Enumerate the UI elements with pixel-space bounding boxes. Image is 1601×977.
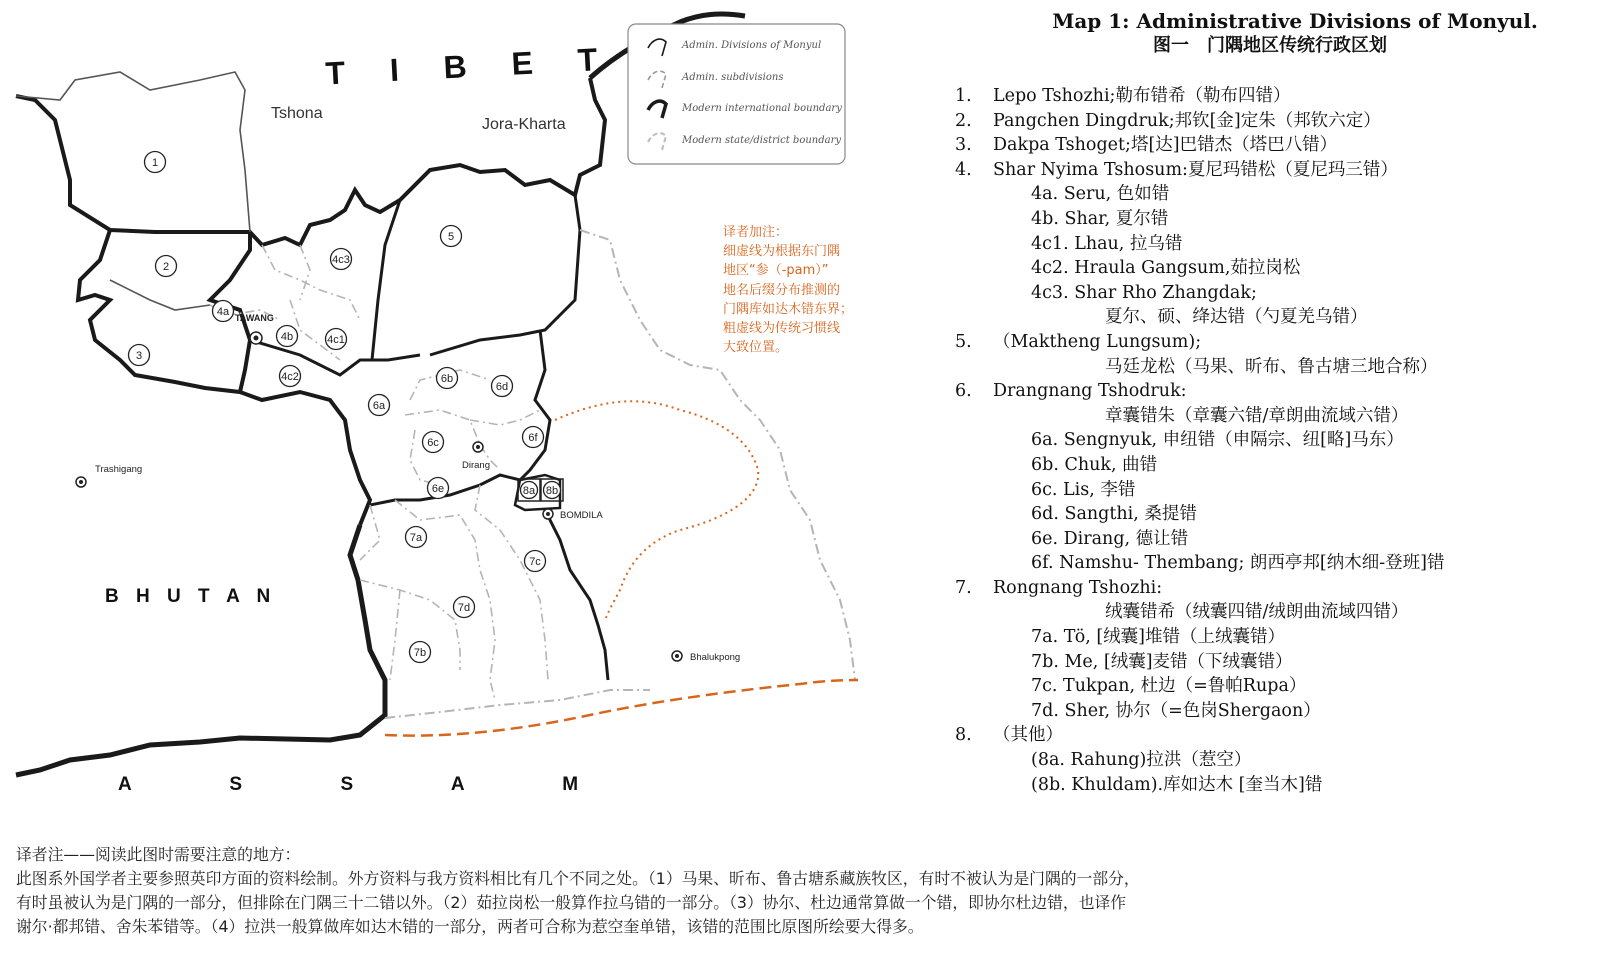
- division-text: 绒囊错希（绒囊四错/绒朗曲流域四错）: [1105, 602, 1409, 623]
- division-marker-8a: [518, 479, 540, 501]
- bhutan-south-boundary: [16, 525, 385, 775]
- division-list-item: [955, 625, 1595, 650]
- division-text: 4b. Shar, 夏尔错: [1031, 208, 1169, 229]
- division-text: 4c1. Lhau, 拉乌错: [1031, 233, 1183, 254]
- division-list-item: [955, 404, 1595, 429]
- map-subtitle: 图一 门隅地区传统行政区划: [1153, 35, 1387, 56]
- division-text: 6d. Sangthi, 桑提错: [1031, 504, 1197, 525]
- division-text: 章囊错朱（章囊六错/章朗曲流域六错）: [1105, 405, 1409, 426]
- admin-boundary-4: [250, 340, 372, 375]
- division-text: Drangnang Tshodruk:: [993, 381, 1187, 402]
- division-list-item: [955, 674, 1595, 699]
- subdivision-dashes-7: [360, 485, 548, 700]
- division-marker-label: 8a: [522, 485, 536, 497]
- division-marker-label: 4b: [280, 331, 294, 343]
- division-marker-label: 6f: [528, 432, 538, 444]
- admin-boundary-3-6: [240, 392, 370, 525]
- division-number: 1.: [955, 86, 972, 106]
- division-marker-6b: [437, 368, 458, 389]
- map-translator-note-line: 细虚线为根据东门隅: [723, 244, 841, 260]
- division-list-item: [955, 478, 1595, 503]
- division-marker-7d: [454, 597, 475, 618]
- division-list-item: [955, 256, 1595, 281]
- svg-text:Bhalukpong: Bhalukpong: [690, 652, 741, 663]
- division-marker-6a: [369, 395, 390, 416]
- division-text: 7b. Me, [绒囊]麦错（下绒囊错）: [1031, 651, 1293, 672]
- division-marker-4c3: [331, 249, 352, 270]
- division-list-item: [955, 748, 1595, 773]
- division-marker-4c2: [280, 366, 301, 387]
- translator-footnote: [16, 843, 1591, 939]
- division-list-item: [955, 207, 1595, 232]
- division-list-item: [955, 281, 1595, 306]
- division-text: 4a. Seru, 色如错: [1031, 184, 1170, 205]
- division-text: 6c. Lis, 李错: [1031, 479, 1136, 500]
- legend-label-international-boundary: Modern international boundary: [682, 103, 842, 114]
- division-marker-6e: [428, 478, 449, 499]
- division-list-item: [955, 723, 1595, 748]
- division-marker-7b: [410, 642, 431, 663]
- division-list-item: [955, 379, 1595, 404]
- legend-label-admin-divisions: Admin. Divisions of Monyul: [682, 40, 822, 51]
- legend-label-admin-subdivisions: Admin. subdivisions: [682, 72, 784, 83]
- division-marker-1: [145, 152, 166, 173]
- division-list-item: [955, 84, 1595, 109]
- division-marker-label: 6d: [495, 381, 509, 393]
- map-translator-note-line: 译者加注：: [723, 225, 789, 240]
- division-marker-label: 4c2: [281, 371, 299, 383]
- division-marker-4b: [277, 326, 298, 347]
- division-number: 2.: [955, 110, 972, 131]
- division-text: 6e. Dirang, 德让错: [1031, 528, 1189, 549]
- division-number: 6.: [955, 381, 972, 402]
- division-marker-7c: [525, 551, 546, 572]
- division-text: Rongnang Tshozhi:: [993, 577, 1163, 598]
- place-trashigang: [76, 464, 142, 487]
- division-text: 6a. Sengnyuk, 申纽错（申隔宗、纽[略]马东）: [1031, 430, 1404, 451]
- label-tibet: T I B E T: [324, 40, 617, 92]
- map-translator-note-line: 粗虚线为传统习惯线: [723, 321, 841, 337]
- customary-line-dashed: [385, 680, 858, 736]
- subdivision-1-2: [110, 280, 210, 310]
- division-list: [955, 84, 1595, 797]
- division-number: 4.: [955, 159, 972, 180]
- map-legend: [628, 24, 845, 164]
- division-marker-3: [129, 345, 150, 366]
- footnote-line: 译者注——阅读此图时需要注意的地方：: [16, 845, 301, 864]
- division-text: 7d. Sher, 协尔（=色岗Shergaon）: [1031, 700, 1321, 721]
- admin-boundary-7-east: [545, 510, 608, 680]
- division-marker-label: 4c3: [332, 254, 350, 266]
- svg-text:Dirang: Dirang: [462, 460, 490, 471]
- district-boundary-south: [385, 690, 650, 718]
- admin-division-boundary-north: [16, 72, 250, 232]
- division-text: 4c3. Shar Rho Zhangdak;: [1031, 282, 1257, 303]
- legend-label-state-district-boundary: Modern state/district boundary: [682, 135, 842, 146]
- division-list-item: [955, 453, 1595, 478]
- division-marker-4c1: [326, 329, 347, 350]
- legend-panel: [955, 8, 1595, 797]
- division-number: 8.: [955, 725, 972, 746]
- map-translator-note-line: 门隅库如达木错东界；: [723, 301, 854, 317]
- map-translator-note-line: 地名后缀分布推测的: [723, 282, 841, 298]
- division-marker-label: 7d: [457, 602, 471, 614]
- map-title: Map 1: Administrative Divisions of Monyul.: [1052, 9, 1538, 33]
- division-marker-6d: [492, 376, 513, 397]
- place-tawang: [235, 313, 274, 344]
- division-text: (8a. Rahung)拉洪（惹空）: [1031, 750, 1252, 771]
- division-list-item: [955, 109, 1595, 134]
- division-marker-label: 3: [135, 350, 143, 362]
- division-text: 6f. Namshu- Thembang; 朗西亭邦[纳木细-登班]错: [1031, 553, 1445, 574]
- footnote-line: 此图系外国学者主要参照英印方面的资料绘制。外方资料与我方资料相比有几个不同之处。（1）马果、昕布、鲁古塘系藏族牧区，有时不被认为是门隅的一部分，: [16, 869, 1140, 888]
- place-bhalukpong: [672, 651, 740, 663]
- division-marker-7a: [406, 527, 427, 548]
- admin-division-boundary-5b: [430, 195, 580, 355]
- label-assam: A S S A M: [118, 774, 591, 795]
- division-list-item: [955, 502, 1595, 527]
- svg-text:TAWANG: TAWANG: [235, 313, 274, 323]
- division-text: 7a. Tö, [绒囊]堆错（上绒囊错）: [1031, 627, 1286, 648]
- division-marker-2: [156, 256, 177, 277]
- division-marker-6f: [523, 427, 544, 448]
- division-text: (8b. Khuldam).库如达木 [奎当木]错: [1031, 774, 1323, 795]
- division-list-item: [955, 527, 1595, 552]
- division-marker-label: 6e: [431, 483, 445, 495]
- division-marker-label: 4c1: [327, 334, 345, 346]
- label-jora-kharta: Jora-Kharta: [482, 116, 566, 133]
- division-marker-label: 7b: [413, 647, 427, 659]
- division-list-item: [955, 699, 1595, 724]
- division-list-item: [955, 600, 1595, 625]
- division-marker-4a: [213, 301, 234, 322]
- label-bhutan: B H U T A N: [105, 586, 277, 607]
- place-dirang: [462, 442, 490, 471]
- label-tshona: Tshona: [271, 105, 323, 122]
- division-text: （Maktheng Lungsum);: [993, 331, 1202, 352]
- admin-division-boundary-5: [372, 200, 420, 360]
- division-marker-label: 7a: [409, 532, 423, 544]
- division-list-item: [955, 305, 1595, 330]
- division-marker-label: 7c: [529, 556, 541, 568]
- division-list-item: [955, 576, 1595, 601]
- division-text: Dakpa Tshoget;塔[达]巴错杰（塔巴八错）: [993, 135, 1338, 156]
- footnote-line: 谢尔·都邦错、舍朱苯错等。（4）拉洪一般算做库如达木错的一部分，两者可合称为惹空奎单错，该错的范围比原图所绘要大得多。: [16, 917, 924, 936]
- division-text: 6b. Chuk, 曲错: [1031, 454, 1158, 475]
- division-text: Shar Nyima Tshosum:夏尼玛错松（夏尼玛三错）: [993, 159, 1398, 180]
- division-number: 7.: [955, 577, 972, 598]
- division-marker-label: 4a: [216, 306, 230, 318]
- division-list-item: [955, 773, 1595, 798]
- division-marker-label: 5: [447, 231, 455, 243]
- footnote-line: 有时虽被认为是门隅的一部分，但排除在门隅三十二错以外。（2）茹拉岗松一般算作拉乌错的一部分。（3）协尔、杜边通常算做一个错，即协尔杜边错，也译作: [16, 893, 1127, 912]
- division-marker-label: 6a: [372, 400, 386, 412]
- division-list-item: [955, 428, 1595, 453]
- division-list-item: [955, 158, 1595, 183]
- division-list-item: [955, 551, 1595, 576]
- place-bomdila: [543, 509, 603, 521]
- division-text: Lepo Tshozhi;勒布错希（勒布四错）: [993, 86, 1291, 106]
- division-marker-5: [441, 226, 462, 247]
- svg-text:BOMDILA: BOMDILA: [560, 510, 603, 521]
- division-marker-6c: [423, 432, 444, 453]
- map-translator-note-line: 大致位置。: [723, 340, 789, 356]
- division-text: 马廷龙松（马果、昕布、鲁古塘三地合称）: [1105, 356, 1438, 377]
- division-list-item: [955, 355, 1595, 380]
- division-text: （其他）: [993, 725, 1063, 746]
- division-list-item: [955, 232, 1595, 257]
- map-translator-note: [723, 223, 893, 357]
- division-marker-label: 1: [151, 157, 159, 169]
- svg-text:Trashigang: Trashigang: [95, 464, 143, 475]
- division-number: 3.: [955, 135, 972, 156]
- division-marker-label: 6b: [440, 373, 454, 385]
- division-text: 夏尔、硕、绛达错（勺夏羌乌错）: [1105, 307, 1368, 328]
- map-translator-note-line: 地区“参（-pam）”: [723, 263, 829, 279]
- division-list-item: [955, 133, 1595, 158]
- division-marker-label: 8b: [545, 485, 559, 497]
- division-list-item: [955, 330, 1595, 355]
- division-list-item: [955, 182, 1595, 207]
- division-text: 4c2. Hraula Gangsum,茹拉岗松: [1031, 258, 1301, 279]
- division-text: Pangchen Dingdruk;邦钦[金]定朱（邦钦六定）: [993, 110, 1381, 131]
- monyul-map: [0, 0, 900, 830]
- division-marker-label: 6c: [427, 437, 439, 449]
- division-marker-label: 2: [162, 261, 170, 273]
- division-list-item: [955, 650, 1595, 675]
- international-boundary-west: [16, 78, 605, 245]
- division-number: 5.: [955, 331, 972, 352]
- division-text: 7c. Tukpan, 杜边（=鲁帕Rupa）: [1031, 676, 1307, 697]
